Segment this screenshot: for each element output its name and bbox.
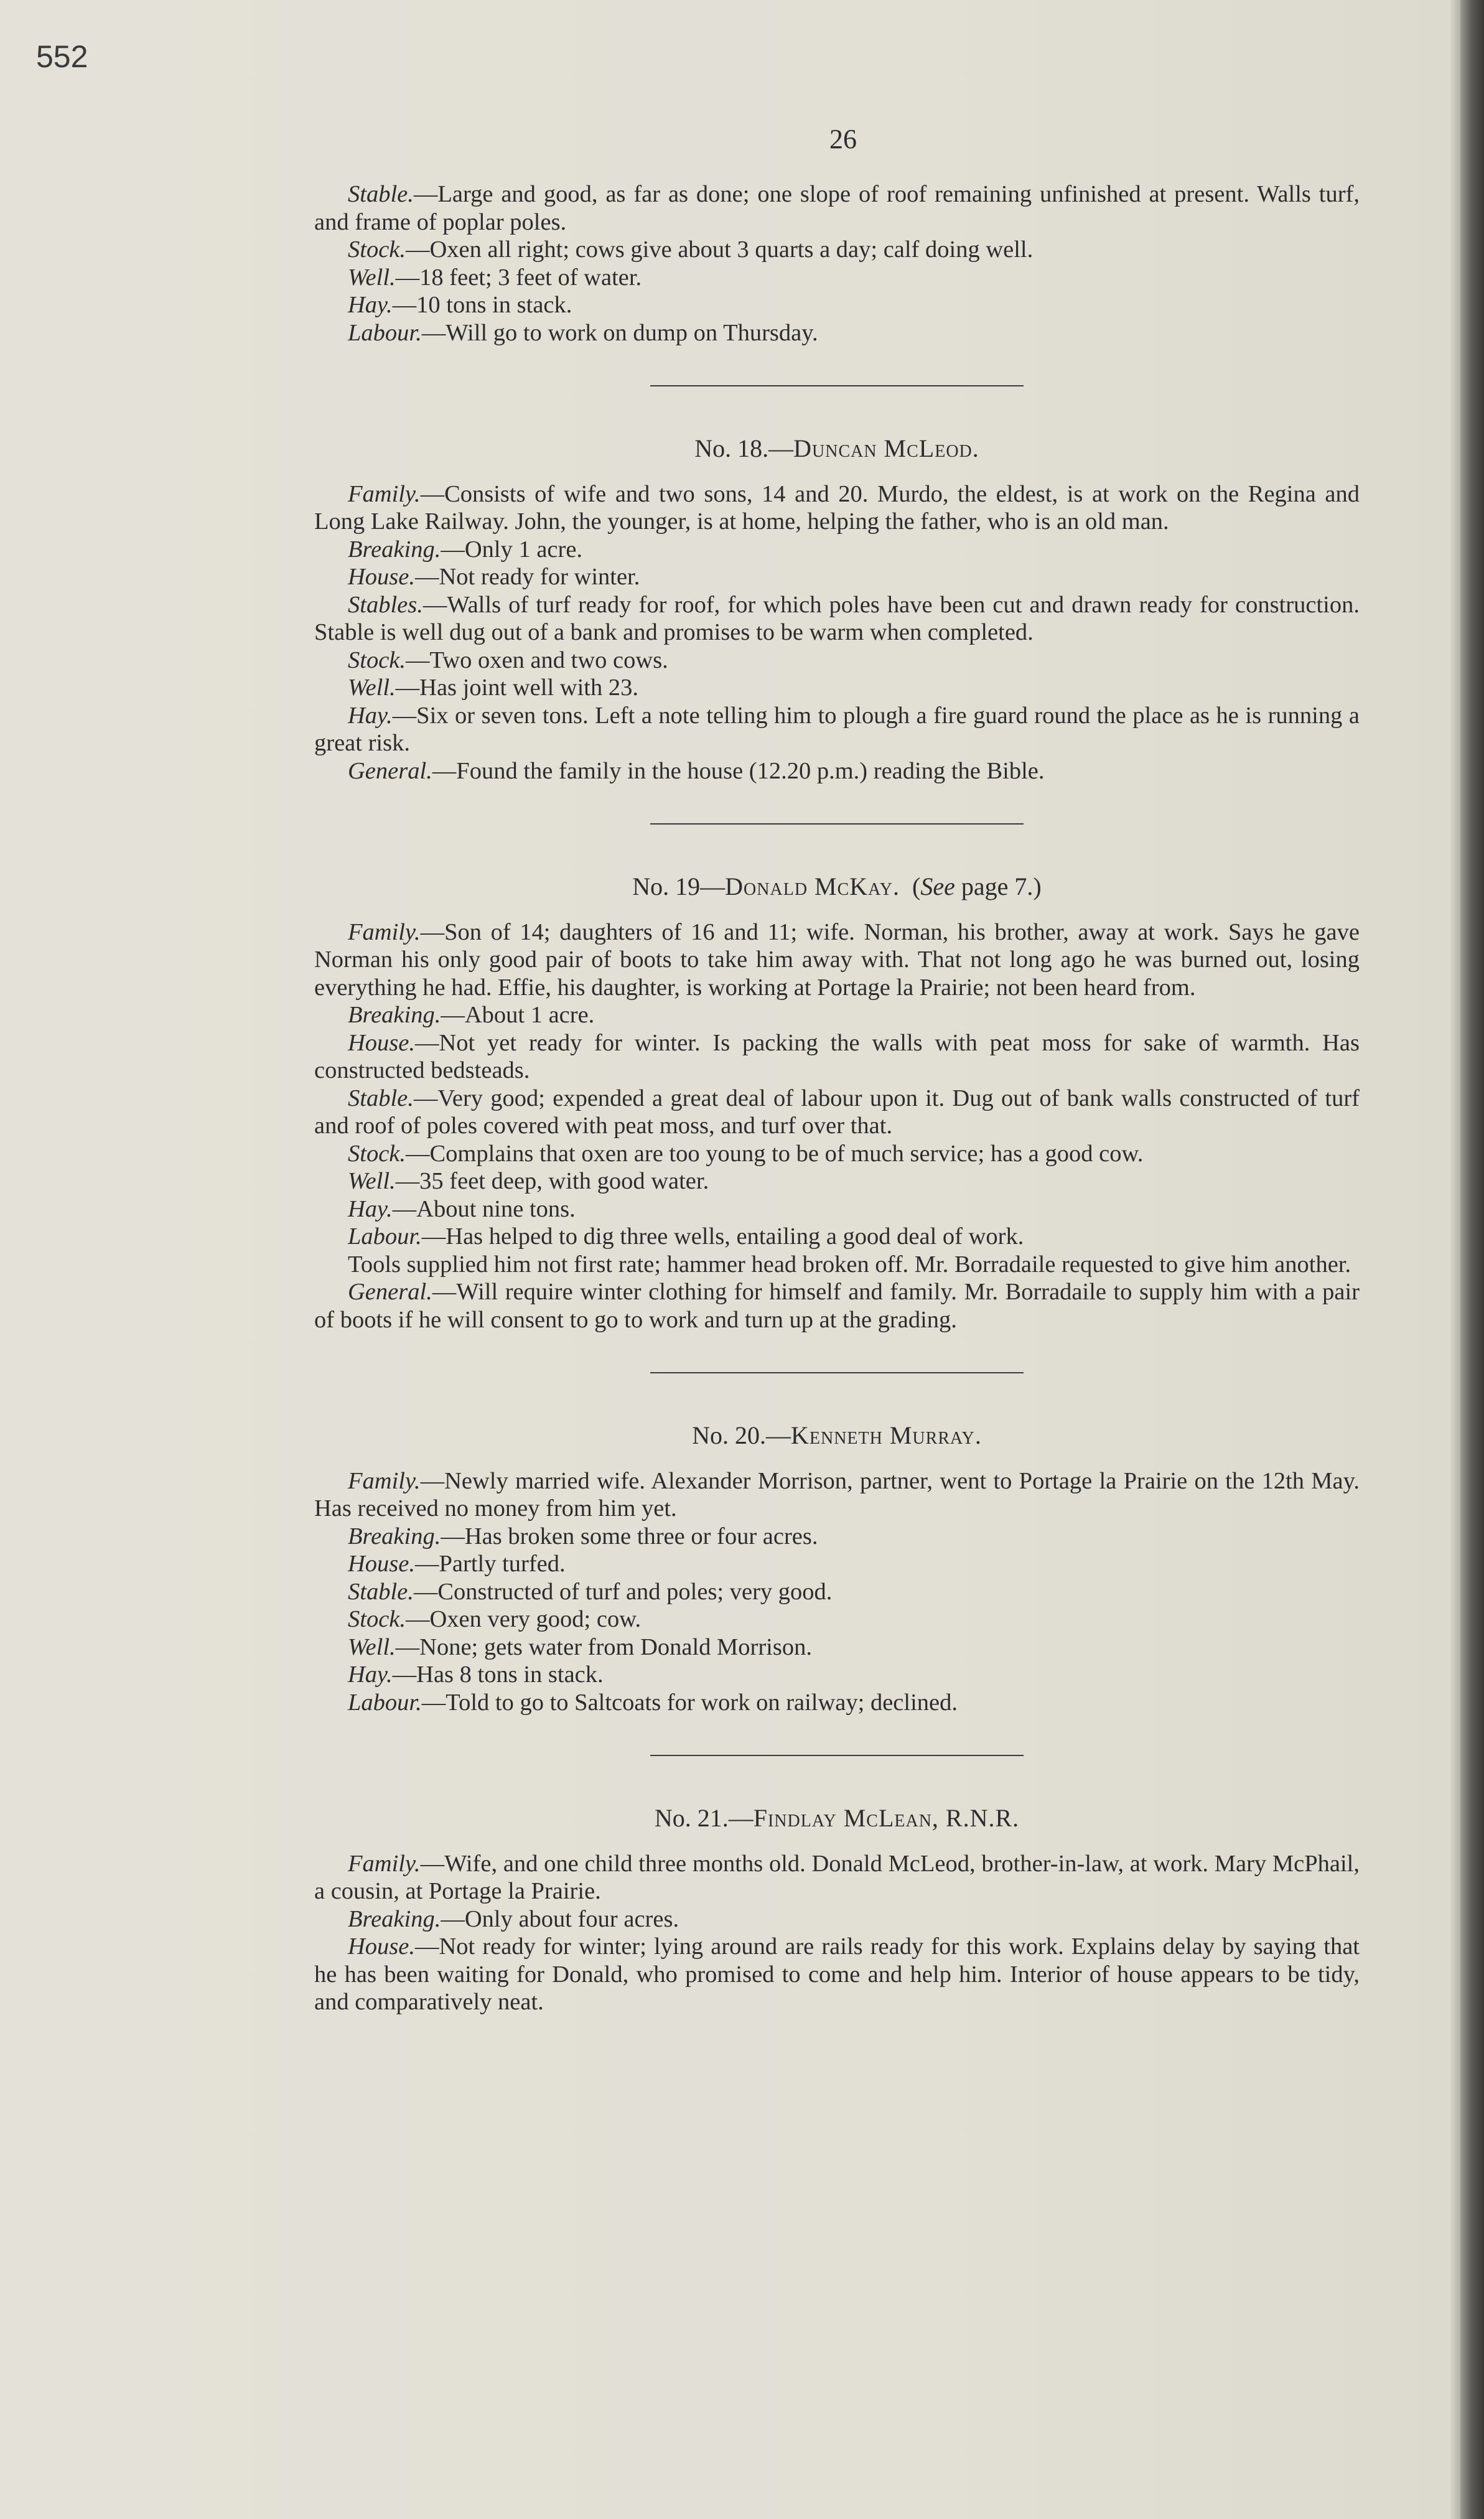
entry-text: —Very good; expended a great deal of labour upon it. Dug out of bank walls constructed of turf and roof of poles covered with peat moss, and turf over that. [314, 1085, 1360, 1139]
entry-label: House. [348, 1551, 415, 1577]
heading-number: No. 19— [632, 872, 726, 900]
entry-hay [314, 1661, 1360, 1689]
entry-text: —Not ready for winter; lying around are rails ready for this work. Explains delay by saying that he has been waiting for Donald, who promised to come and help him. Interior of house appears to be tidy, and comparatively neat. [314, 1933, 1360, 2015]
entry-text: —Constructed of turf and poles; very good. [413, 1578, 833, 1605]
heading-page-ref: page 7.) [954, 872, 1042, 900]
entry-label: Stable. [348, 1578, 414, 1605]
entry-labour [314, 319, 1360, 347]
entry-labour [314, 1223, 1360, 1251]
entry-text: —10 tons in stack. [392, 292, 572, 318]
entry-label: Well. [348, 1633, 396, 1660]
entry-text: —Complains that oxen are too young to be of much service; has a good cow. [406, 1140, 1144, 1167]
entry-well [314, 1633, 1360, 1661]
entry-stock [314, 647, 1360, 675]
entry-text: —Six or seven tons. Left a note telling him to plough a fire guard round the place as he is running a great risk. [314, 702, 1360, 756]
entry-text: —Not yet ready for winter. Is packing the walls with peat moss for sake of warmth. Has constructed bedsteads. [314, 1029, 1360, 1083]
entry-stable [314, 1578, 1360, 1606]
entry-stables [314, 591, 1360, 647]
entry-text: —Has helped to dig three wells, entailing a good deal of work. [421, 1223, 1024, 1250]
entry-label: Stock. [348, 236, 406, 263]
entry-text: —Oxen all right; cows give about 3 quarts a day; calf doing well. [406, 236, 1034, 263]
entry-label: General. [348, 757, 432, 784]
entry-text: —Will go to work on dump on Thursday. [421, 319, 818, 346]
section-heading: No. 19—Donald McKay. (See page 7.) [632, 872, 1042, 900]
entry-stable [314, 1085, 1360, 1140]
entry-label: Labour. [348, 1689, 422, 1716]
section-heading [314, 1422, 1360, 1450]
entry-text: —About nine tons. [392, 1195, 576, 1222]
entry-label: Stables. [348, 591, 423, 618]
entry-label: Stable. [348, 181, 414, 207]
heading-number: No. 20.— [692, 1421, 791, 1449]
entry-text: —Two oxen and two cows. [406, 647, 668, 673]
entry-hay [314, 702, 1360, 757]
heading-number: No. 21.— [654, 1804, 754, 1832]
entry-general [314, 1278, 1360, 1334]
entry-text: —Told to go to Saltcoats for work on railway; declined. [421, 1689, 958, 1716]
book-spine [1460, 0, 1484, 2519]
folio-number: 552 [36, 39, 88, 74]
entry-well [314, 674, 1360, 702]
entry-label: Hay. [348, 702, 393, 729]
entry-label: Family. [348, 918, 421, 945]
entry-family [314, 1467, 1360, 1523]
entry-text: —Has 8 tons in stack. [392, 1661, 604, 1688]
entry-label: Stock. [348, 1140, 406, 1167]
entry-text: —Oxen very good; cow. [406, 1606, 642, 1632]
report-text [314, 180, 1360, 2016]
entry-house [314, 1550, 1360, 1578]
heading-name: Duncan McLeod. [793, 434, 979, 462]
section-continued [314, 180, 1360, 347]
entry-label: Well. [348, 1168, 396, 1194]
entry-text: —Wife, and one child three months old. Donald McLeod, brother-in-law, at work. Mary McPhail, a cousin, at Portage la Prairie. [314, 1850, 1360, 1904]
entry-label: Well. [348, 264, 396, 291]
page-gutter-shadow [1449, 0, 1460, 2519]
entry-label: General. [348, 1279, 432, 1305]
entry-text: —Consists of wife and two sons, 14 and 20. Murdo, the eldest, is at work on the Regina and Long Lake Railway. John, the younger, is at home, helping the father, who is an old man. [314, 480, 1360, 535]
entry-text: —About 1 acre. [441, 1002, 595, 1028]
heading-name: Findlay McLean, R.N.R. [753, 1804, 1020, 1832]
entry-house [314, 1933, 1360, 2016]
entry-breaking [314, 1001, 1360, 1029]
entry-text: —Walls of turf ready for roof, for which poles have been cut and drawn ready for construction. Stable is well dug out of a bank and promises to be warm when completed. [314, 591, 1360, 645]
entry-text: —Son of 14; daughters of 16 and 11; wife. Norman, his brother, away at work. Says he gave Norman his only good pair of boots to take him away with. That not long ago he was burned out, losing everything he had. Effie, his daughter, is working at Portage la Prairie; not been heard from. [314, 918, 1360, 1001]
entry-text: —Only 1 acre. [441, 536, 583, 563]
entry-label: Breaking. [348, 1523, 441, 1549]
entry-text: —Has broken some three or four acres. [441, 1523, 818, 1549]
entry-house [314, 563, 1360, 591]
entry-tools: Tools supplied him not first rate; hammer head broken off. Mr. Borradaile requested to give him another. [348, 1251, 1351, 1278]
entry-text: —Has joint well with 23. [395, 675, 638, 701]
section-no-20 [314, 1422, 1360, 1716]
entry-label: Well. [348, 675, 396, 701]
entry-label: Breaking. [348, 536, 441, 563]
entry-label: Hay. [348, 1195, 393, 1222]
entry-text: —Only about four acres. [441, 1905, 679, 1932]
entry-text: —Newly married wife. Alexander Morrison, partner, went to Portage la Prairie on the 12th May. Has received no money from him yet. [314, 1467, 1360, 1521]
entry-text: —Large and good, as far as done; one slope of roof remaining unfinished at present. Walls turf, and frame of poplar poles. [314, 181, 1360, 235]
entry-breaking [314, 1905, 1360, 1933]
entry-stock [314, 236, 1360, 264]
entry-family [314, 1850, 1360, 1905]
entry-text: —Found the family in the house (12.20 p.m.) reading the Bible. [432, 757, 1045, 784]
entry-hay [314, 291, 1360, 319]
entry-stock [314, 1605, 1360, 1633]
entry-label: Stock. [348, 1606, 406, 1632]
entry-text: —Not ready for winter. [415, 564, 640, 590]
heading-number: No. 18.— [694, 434, 794, 462]
entry-label: Family. [348, 480, 421, 507]
section-no-19 [314, 873, 1360, 1334]
entry-house [314, 1029, 1360, 1085]
entry-label: Family. [348, 1850, 421, 1877]
entry-well [314, 1167, 1360, 1195]
entry-general [314, 757, 1360, 785]
entry-text: —35 feet deep, with good water. [395, 1168, 709, 1194]
entry-label: Breaking. [348, 1905, 441, 1932]
entry-label: Breaking. [348, 1002, 441, 1028]
entry-labour [314, 1689, 1360, 1717]
entry-well [314, 264, 1360, 292]
entry-stock [314, 1140, 1360, 1168]
heading-name: Kenneth Murray. [791, 1421, 982, 1449]
entry-hay [314, 1195, 1360, 1223]
page-number: 26 [829, 124, 857, 154]
entry-text: —Partly turfed. [415, 1551, 566, 1577]
section-no-21 [314, 1805, 1360, 2016]
entry-text: —Will require winter clothing for himself and family. Mr. Borradaile to supply him with a pair of boots if he will consent to go to work and turn up at the grading. [314, 1279, 1360, 1333]
entry-label: Labour. [348, 1223, 422, 1250]
entry-family [314, 480, 1360, 536]
entry-label: Stock. [348, 647, 406, 673]
entry-text: —18 feet; 3 feet of water. [395, 264, 642, 291]
entry-label: House. [348, 1029, 415, 1056]
entry-family [314, 918, 1360, 1002]
entry-label: Labour. [348, 319, 422, 346]
section-heading [314, 435, 1360, 463]
heading-name: Donald McKay. [725, 872, 900, 900]
entry-label: Hay. [348, 292, 393, 318]
entry-label: Stable. [348, 1085, 414, 1111]
entry-label: House. [348, 1933, 415, 1960]
section-no-18 [314, 435, 1360, 785]
entry-stable [314, 180, 1360, 236]
entry-breaking [314, 1523, 1360, 1551]
entry-label: Hay. [348, 1661, 393, 1688]
heading-see: See [920, 872, 955, 900]
entry-label: House. [348, 564, 415, 590]
section-heading [314, 1805, 1360, 1833]
entry-breaking [314, 536, 1360, 564]
entry-label: Family. [348, 1467, 421, 1494]
entry-text: —None; gets water from Donald Morrison. [395, 1633, 812, 1660]
